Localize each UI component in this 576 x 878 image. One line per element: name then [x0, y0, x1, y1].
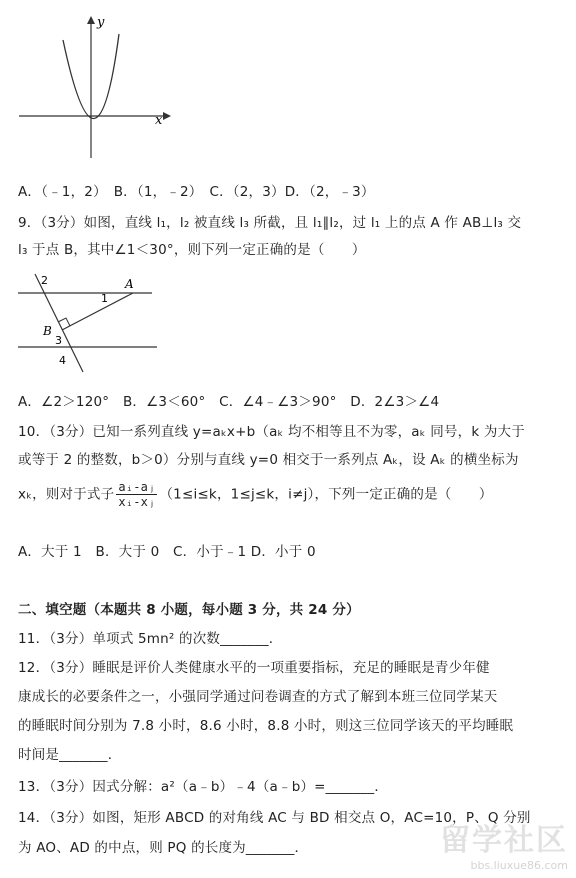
fraction-denominator: xᵢ-xⱼ	[118, 495, 156, 509]
x-axis-label: x	[155, 113, 163, 128]
fraction-numerator: aᵢ-aⱼ	[118, 480, 156, 494]
parallel-lines-figure	[15, 268, 165, 378]
watermark-url: bbs.liuxue86.com	[470, 859, 568, 872]
q8-options: A．（﹣1，2） B．（1，﹣2） C．（2，3）D．（2，﹣3）	[18, 184, 375, 200]
q10-line3-post: （1≤i≤k，1≤j≤k，i≠j），下列一定正确的是（ ）	[159, 486, 493, 503]
q13-text: 13．（3分）因式分解：a²（a﹣b）﹣4（a﹣b）=_______．	[18, 779, 389, 795]
watermark-logo-text: 留学社区	[440, 823, 568, 858]
q12-text-line3: 的睡眠时间分别为 7.8 小时，8.6 小时，8.8 小时，则这三位同学该天的平均睡眠	[18, 718, 514, 734]
label-b: B	[43, 324, 52, 338]
q12-text-line1: 12．（3分）睡眠是评价人类健康水平的一项重要指标，充足的睡眠是青少年健	[18, 660, 490, 676]
site-watermark	[440, 815, 568, 872]
label-4: 4	[59, 354, 66, 367]
q12-text-line2: 康成长的必要条件之一，小强同学通过问卷调查的方式了解到本班三位同学某天	[18, 689, 498, 705]
x-axis-arrow	[163, 112, 171, 120]
q11-text: 11．（3分）单项式 5mn² 的次数_______．	[18, 631, 283, 647]
label-2: 2	[41, 274, 48, 287]
label-a: A	[125, 277, 134, 291]
parabola-figure	[15, 12, 195, 162]
q10-options: A．大于 1 B．大于 0 C．小于﹣1 D．小于 0	[18, 544, 316, 560]
q10-text-line2: 或等于 2 的整数，b＞0）分别与直线 y=0 相交于一系列点 Aₖ，设 Aₖ 的横坐标为	[18, 452, 519, 468]
y-axis-label: y	[97, 15, 105, 30]
q9-text-line2: l₃ 于点 B，其中∠1＜30°，则下列一定正确的是（ ）	[18, 242, 366, 258]
q10-text-line1: 10．（3分）已知一系列直线 y=aₖx+b（aₖ 均不相等且不为零，aₖ 同号，k 为大于	[18, 424, 525, 440]
q14-text-line1: 14．（3分）如图，矩形 ABCD 的对角线 AC 与 BD 相交点 O，AC=10，P、Q 分别	[18, 810, 531, 826]
q9-text-line1: 9．（3分）如图，直线 l₁，l₂ 被直线 l₃ 所截，且 l₁∥l₂，过 l₁ 上的点 A 作 AB⊥l₃ 交	[18, 215, 522, 231]
q9-options: A．∠2＞120° B．∠3＜60° C．∠4﹣∠3＞90° D．2∠3＞∠4	[18, 394, 440, 410]
q10-line3-pre: xₖ，则对于式子	[18, 486, 115, 503]
label-3: 3	[55, 334, 62, 347]
y-axis-arrow	[87, 16, 95, 24]
q14-text-line2: 为 AO、AD 的中点，则 PQ 的长度为_______．	[18, 840, 309, 856]
q12-text-line4: 时间是_______．	[18, 747, 122, 763]
section-heading-fill-in: 二、填空题（本题共 8 小题，每小题 3 分，共 24 分）	[18, 602, 360, 618]
q10-text-line3	[18, 480, 493, 509]
segment-ab	[62, 293, 133, 330]
q10-fraction	[116, 480, 157, 509]
label-1: 1	[101, 292, 108, 305]
